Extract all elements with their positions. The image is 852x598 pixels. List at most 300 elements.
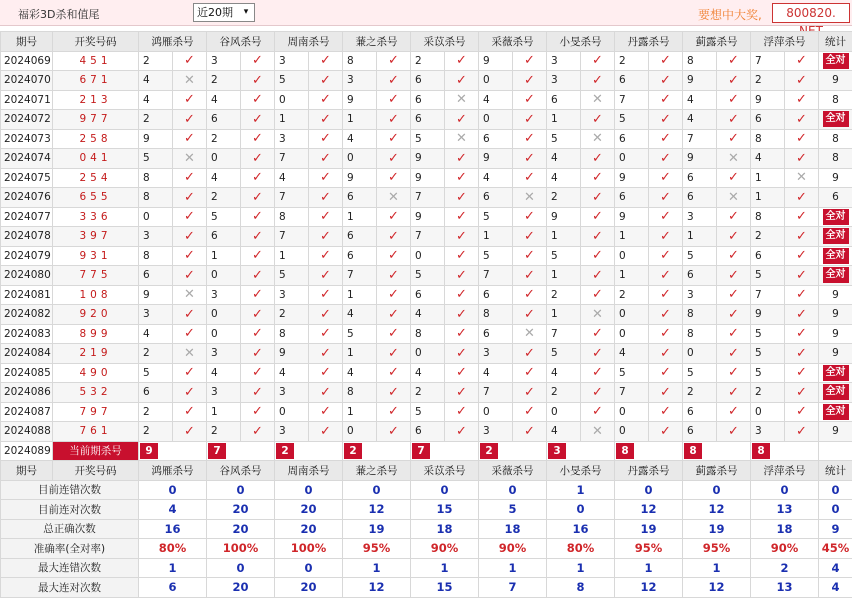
kill-value-cell: 8 xyxy=(275,207,309,227)
kill-value-cell: 5 xyxy=(275,71,309,91)
kill-value-cell: 8 xyxy=(343,51,377,71)
check-icon: ✓ xyxy=(785,344,819,364)
header2-col-0: 期号 xyxy=(1,461,53,481)
check-icon: ✓ xyxy=(445,149,479,169)
check-icon: ✓ xyxy=(513,227,547,247)
stat-cell: 9 xyxy=(819,285,852,305)
kill-value-cell: 6 xyxy=(411,110,445,130)
header-col-9: 丹露杀号 xyxy=(615,32,683,52)
check-icon: ✓ xyxy=(717,363,751,383)
check-icon: ✓ xyxy=(241,207,275,227)
check-icon: ✓ xyxy=(173,402,207,422)
issue-cell: 2024081 xyxy=(1,285,53,305)
draw-number-cell: 490 xyxy=(53,363,139,383)
issue-cell: 2024076 xyxy=(1,188,53,208)
kill-value-cell: 6 xyxy=(751,246,785,266)
stat-cell: 6 xyxy=(819,188,852,208)
check-icon: ✓ xyxy=(377,110,411,130)
kill-value-cell: 5 xyxy=(411,266,445,286)
kill-value-cell: 1 xyxy=(275,246,309,266)
issue-cell: 2024087 xyxy=(1,402,53,422)
check-icon: ✓ xyxy=(241,402,275,422)
stats-value: 12 xyxy=(615,578,683,598)
kill-value-cell: 8 xyxy=(683,51,717,71)
stats-value: 0 xyxy=(139,480,207,500)
check-icon: ✓ xyxy=(173,207,207,227)
kill-value-cell: 2 xyxy=(615,285,649,305)
stats-value: 13 xyxy=(751,578,819,598)
check-icon: ✓ xyxy=(445,246,479,266)
kill-value-cell: 2 xyxy=(411,51,445,71)
header2-col-7: 采薇杀号 xyxy=(479,461,547,481)
stats-value: 16 xyxy=(547,519,615,539)
check-icon: ✓ xyxy=(241,344,275,364)
stats-value: 0 xyxy=(751,480,819,500)
kill-value-cell: 5 xyxy=(751,363,785,383)
kill-value-cell: 1 xyxy=(683,227,717,247)
cross-icon: ✕ xyxy=(445,90,479,110)
kill-value-cell: 8 xyxy=(683,305,717,325)
issue-cell: 2024083 xyxy=(1,324,53,344)
all-correct-badge: 全对 xyxy=(823,111,849,127)
issue-cell: 2024071 xyxy=(1,90,53,110)
kill-value-cell: 2 xyxy=(207,422,241,442)
cross-icon: ✕ xyxy=(173,285,207,305)
cross-icon: ✕ xyxy=(581,305,615,325)
kill-value-cell: 1 xyxy=(343,402,377,422)
stat-cell: 9 xyxy=(819,324,852,344)
kill-value-cell: 1 xyxy=(547,110,581,130)
table-row xyxy=(1,207,852,227)
header2-col-1: 开奖号码 xyxy=(53,461,139,481)
current-label: 当前期杀号 xyxy=(53,441,139,461)
stats-value: 18 xyxy=(751,519,819,539)
table-row xyxy=(1,402,852,422)
kill-value-cell: 1 xyxy=(343,285,377,305)
kill-value-cell: 4 xyxy=(139,90,173,110)
kill-value-cell: 0 xyxy=(615,149,649,169)
kill-value-cell: 4 xyxy=(547,149,581,169)
kill-value-cell: 5 xyxy=(139,149,173,169)
cross-icon: ✕ xyxy=(445,129,479,149)
kill-value-cell: 0 xyxy=(411,246,445,266)
stat-cell xyxy=(819,51,852,71)
stat-cell xyxy=(819,246,852,266)
check-icon: ✓ xyxy=(785,90,819,110)
kill-value-cell: 9 xyxy=(751,305,785,325)
kill-value-cell: 6 xyxy=(207,110,241,130)
check-icon: ✓ xyxy=(377,168,411,188)
check-icon: ✓ xyxy=(581,402,615,422)
check-icon: ✓ xyxy=(513,266,547,286)
check-icon: ✓ xyxy=(717,305,751,325)
stats-value: 16 xyxy=(139,519,207,539)
draw-number-cell: 761 xyxy=(53,422,139,442)
check-icon: ✓ xyxy=(377,71,411,91)
draw-number-cell: 671 xyxy=(53,71,139,91)
check-icon: ✓ xyxy=(173,363,207,383)
check-icon: ✓ xyxy=(241,324,275,344)
stat-cell: 8 xyxy=(819,90,852,110)
check-icon: ✓ xyxy=(717,110,751,130)
check-icon: ✓ xyxy=(377,285,411,305)
draw-number-cell: 336 xyxy=(53,207,139,227)
check-icon: ✓ xyxy=(309,207,343,227)
issue-cell: 2024078 xyxy=(1,227,53,247)
kill-value-cell: 8 xyxy=(479,305,513,325)
check-icon: ✓ xyxy=(513,51,547,71)
prediction-badge: 2 xyxy=(344,443,362,459)
check-icon: ✓ xyxy=(241,188,275,208)
draw-number-cell: 977 xyxy=(53,110,139,130)
stats-row xyxy=(1,480,852,500)
kill-value-cell: 4 xyxy=(411,305,445,325)
check-icon: ✓ xyxy=(649,110,683,130)
prediction-badge: 9 xyxy=(140,443,158,459)
check-icon: ✓ xyxy=(309,266,343,286)
cross-icon: ✕ xyxy=(173,71,207,91)
kill-value-cell: 5 xyxy=(615,363,649,383)
kill-value-cell: 2 xyxy=(139,344,173,364)
check-icon: ✓ xyxy=(717,227,751,247)
issue-cell: 2024077 xyxy=(1,207,53,227)
kill-value-cell: 6 xyxy=(139,266,173,286)
stats-value: 4 xyxy=(819,578,852,598)
stats-value: 12 xyxy=(343,578,411,598)
kill-value-cell: 1 xyxy=(615,266,649,286)
header2-col-6: 采苡杀号 xyxy=(411,461,479,481)
check-icon: ✓ xyxy=(513,402,547,422)
kill-value-cell: 6 xyxy=(479,188,513,208)
period-select[interactable] xyxy=(193,3,255,22)
kill-value-cell: 9 xyxy=(411,168,445,188)
check-icon: ✓ xyxy=(377,344,411,364)
header-col-1: 开奖号码 xyxy=(53,32,139,52)
stats-value: 1 xyxy=(411,558,479,578)
check-icon: ✓ xyxy=(377,227,411,247)
kill-value-cell: 3 xyxy=(207,344,241,364)
table-row xyxy=(1,168,852,188)
prediction-badge: 7 xyxy=(208,443,226,459)
check-icon: ✓ xyxy=(717,246,751,266)
stats-value: 0 xyxy=(343,480,411,500)
check-icon: ✓ xyxy=(649,383,683,403)
kill-value-cell: 0 xyxy=(615,422,649,442)
issue-cell: 2024080 xyxy=(1,266,53,286)
header2-col-10: 蓟露杀号 xyxy=(683,461,751,481)
check-icon: ✓ xyxy=(649,266,683,286)
check-icon: ✓ xyxy=(173,422,207,442)
stats-value: 0 xyxy=(479,480,547,500)
kill-value-cell: 0 xyxy=(479,71,513,91)
prediction-badge: 3 xyxy=(548,443,566,459)
stats-value: 12 xyxy=(683,578,751,598)
check-icon: ✓ xyxy=(649,227,683,247)
draw-number-cell: 775 xyxy=(53,266,139,286)
stats-label: 目前连对次数 xyxy=(1,500,139,520)
kill-value-cell: 7 xyxy=(275,227,309,247)
check-icon: ✓ xyxy=(173,110,207,130)
stats-value: 0 xyxy=(819,480,852,500)
check-icon: ✓ xyxy=(649,207,683,227)
table-row xyxy=(1,188,852,208)
kill-value-cell: 2 xyxy=(139,422,173,442)
kill-value-cell: 9 xyxy=(683,149,717,169)
table-row xyxy=(1,305,852,325)
kill-value-cell: 9 xyxy=(411,149,445,169)
header-row-2 xyxy=(1,461,852,481)
draw-number-cell: 108 xyxy=(53,285,139,305)
kill-value-cell: 6 xyxy=(343,188,377,208)
check-icon: ✓ xyxy=(649,188,683,208)
stats-label: 最大连对次数 xyxy=(1,578,139,598)
header-row xyxy=(1,32,852,52)
cross-icon: ✕ xyxy=(717,149,751,169)
check-icon: ✓ xyxy=(717,207,751,227)
kill-value-cell: 2 xyxy=(207,188,241,208)
kill-value-cell: 3 xyxy=(683,207,717,227)
kill-value-cell: 7 xyxy=(479,383,513,403)
kill-value-cell: 8 xyxy=(139,168,173,188)
check-icon: ✓ xyxy=(309,188,343,208)
prediction-cell xyxy=(343,441,411,461)
kill-value-cell: 7 xyxy=(751,285,785,305)
kill-value-cell: 3 xyxy=(479,344,513,364)
kill-value-cell: 6 xyxy=(411,90,445,110)
stat-cell xyxy=(819,227,852,247)
header-col-4: 周南杀号 xyxy=(275,32,343,52)
stat-cell xyxy=(819,266,852,286)
stats-label: 目前连错次数 xyxy=(1,480,139,500)
check-icon: ✓ xyxy=(649,129,683,149)
stats-value: 0 xyxy=(411,480,479,500)
kill-value-cell: 0 xyxy=(547,402,581,422)
kill-value-cell: 6 xyxy=(615,188,649,208)
kill-value-cell: 1 xyxy=(751,188,785,208)
cross-icon: ✕ xyxy=(581,90,615,110)
table-row xyxy=(1,246,852,266)
check-icon: ✓ xyxy=(581,188,615,208)
check-icon: ✓ xyxy=(513,149,547,169)
stats-value: 90% xyxy=(751,539,819,559)
check-icon: ✓ xyxy=(785,51,819,71)
kill-value-cell: 1 xyxy=(615,227,649,247)
check-icon: ✓ xyxy=(241,71,275,91)
kill-value-cell: 6 xyxy=(615,71,649,91)
kill-value-cell: 9 xyxy=(139,285,173,305)
check-icon: ✓ xyxy=(173,188,207,208)
check-icon: ✓ xyxy=(377,149,411,169)
stats-value: 0 xyxy=(275,558,343,578)
stats-row xyxy=(1,539,852,559)
stats-value: 15 xyxy=(411,578,479,598)
stats-value: 19 xyxy=(683,519,751,539)
issue-cell: 2024086 xyxy=(1,383,53,403)
check-icon: ✓ xyxy=(241,51,275,71)
check-icon: ✓ xyxy=(309,305,343,325)
kill-value-cell: 6 xyxy=(411,285,445,305)
kill-value-cell: 9 xyxy=(615,168,649,188)
stats-value: 1 xyxy=(547,558,615,578)
stats-value: 5 xyxy=(479,500,547,520)
check-icon: ✓ xyxy=(445,71,479,91)
kill-value-cell: 7 xyxy=(615,90,649,110)
header-col-7: 采薇杀号 xyxy=(479,32,547,52)
check-icon: ✓ xyxy=(513,71,547,91)
stats-value: 9 xyxy=(819,519,852,539)
stats-value: 1 xyxy=(615,558,683,578)
kill-value-cell: 3 xyxy=(139,305,173,325)
kill-value-cell: 0 xyxy=(479,402,513,422)
check-icon: ✓ xyxy=(445,402,479,422)
issue-cell: 2024082 xyxy=(1,305,53,325)
draw-number-cell: 254 xyxy=(53,168,139,188)
check-icon: ✓ xyxy=(581,324,615,344)
check-icon: ✓ xyxy=(785,149,819,169)
kill-value-cell: 4 xyxy=(207,168,241,188)
issue-cell: 2024075 xyxy=(1,168,53,188)
check-icon: ✓ xyxy=(173,168,207,188)
kill-value-cell: 4 xyxy=(547,168,581,188)
check-icon: ✓ xyxy=(513,90,547,110)
check-icon: ✓ xyxy=(581,227,615,247)
stats-value: 0 xyxy=(683,480,751,500)
header-col-10: 蓟露杀号 xyxy=(683,32,751,52)
check-icon: ✓ xyxy=(173,51,207,71)
check-icon: ✓ xyxy=(649,246,683,266)
check-icon: ✓ xyxy=(173,129,207,149)
check-icon: ✓ xyxy=(173,324,207,344)
kill-value-cell: 2 xyxy=(547,188,581,208)
kill-value-cell: 5 xyxy=(275,266,309,286)
check-icon: ✓ xyxy=(445,266,479,286)
check-icon: ✓ xyxy=(649,363,683,383)
check-icon: ✓ xyxy=(785,383,819,403)
check-icon: ✓ xyxy=(377,129,411,149)
kill-value-cell: 4 xyxy=(207,363,241,383)
check-icon: ✓ xyxy=(649,324,683,344)
check-icon: ✓ xyxy=(785,71,819,91)
stats-value: 90% xyxy=(411,539,479,559)
draw-number-cell: 797 xyxy=(53,402,139,422)
draw-number-cell: 655 xyxy=(53,188,139,208)
kill-value-cell: 5 xyxy=(479,246,513,266)
check-icon: ✓ xyxy=(173,227,207,247)
kill-value-cell: 0 xyxy=(683,344,717,364)
kill-value-cell: 3 xyxy=(479,422,513,442)
check-icon: ✓ xyxy=(513,168,547,188)
check-icon: ✓ xyxy=(717,402,751,422)
check-icon: ✓ xyxy=(309,402,343,422)
issue-cell: 2024088 xyxy=(1,422,53,442)
stat-cell: 9 xyxy=(819,305,852,325)
kill-value-cell: 3 xyxy=(275,285,309,305)
stats-value: 20 xyxy=(275,519,343,539)
site-link[interactable]: 800820. xyxy=(772,3,850,23)
kill-value-cell: 9 xyxy=(411,207,445,227)
check-icon: ✓ xyxy=(717,285,751,305)
check-icon: ✓ xyxy=(581,110,615,130)
check-icon: ✓ xyxy=(717,71,751,91)
check-icon: ✓ xyxy=(581,71,615,91)
kill-value-cell: 7 xyxy=(411,227,445,247)
check-icon: ✓ xyxy=(241,149,275,169)
check-icon: ✓ xyxy=(445,363,479,383)
check-icon: ✓ xyxy=(785,110,819,130)
issue-cell: 2024074 xyxy=(1,149,53,169)
check-icon: ✓ xyxy=(649,344,683,364)
check-icon: ✓ xyxy=(581,168,615,188)
kill-value-cell: 0 xyxy=(139,207,173,227)
check-icon: ✓ xyxy=(309,363,343,383)
stats-value: 95% xyxy=(343,539,411,559)
check-icon: ✓ xyxy=(309,90,343,110)
stats-row xyxy=(1,578,852,598)
check-icon: ✓ xyxy=(309,324,343,344)
kill-value-cell: 4 xyxy=(411,363,445,383)
header-col-8: 小旻杀号 xyxy=(547,32,615,52)
check-icon: ✓ xyxy=(785,129,819,149)
kill-value-cell: 6 xyxy=(683,266,717,286)
check-icon: ✓ xyxy=(309,344,343,364)
stats-value: 0 xyxy=(207,480,275,500)
header2-col-12: 统计 xyxy=(819,461,852,481)
kill-value-cell: 0 xyxy=(343,422,377,442)
check-icon: ✓ xyxy=(717,383,751,403)
kill-value-cell: 4 xyxy=(615,344,649,364)
header2-col-2: 鸿雁杀号 xyxy=(139,461,207,481)
cross-icon: ✕ xyxy=(717,188,751,208)
table-row xyxy=(1,51,852,71)
kill-value-cell: 1 xyxy=(343,110,377,130)
check-icon: ✓ xyxy=(445,285,479,305)
check-icon: ✓ xyxy=(241,110,275,130)
draw-number-cell: 931 xyxy=(53,246,139,266)
kill-value-cell: 3 xyxy=(343,71,377,91)
table-row xyxy=(1,71,852,91)
header-col-6: 采苡杀号 xyxy=(411,32,479,52)
stats-value: 80% xyxy=(547,539,615,559)
kill-value-cell: 5 xyxy=(411,402,445,422)
check-icon: ✓ xyxy=(173,266,207,286)
kill-value-cell: 0 xyxy=(615,246,649,266)
prediction-cell xyxy=(411,441,479,461)
kill-value-cell: 6 xyxy=(615,129,649,149)
kill-value-cell: 3 xyxy=(207,51,241,71)
stats-value: 19 xyxy=(615,519,683,539)
table-row xyxy=(1,324,852,344)
kill-value-cell: 1 xyxy=(479,227,513,247)
cross-icon: ✕ xyxy=(513,324,547,344)
check-icon: ✓ xyxy=(377,90,411,110)
check-icon: ✓ xyxy=(241,168,275,188)
stat-cell xyxy=(819,441,852,461)
kill-value-cell: 1 xyxy=(547,227,581,247)
check-icon: ✓ xyxy=(581,344,615,364)
prediction-cell xyxy=(275,441,343,461)
kill-value-cell: 6 xyxy=(411,422,445,442)
kill-value-cell: 1 xyxy=(343,344,377,364)
stats-value: 100% xyxy=(207,539,275,559)
kill-value-cell: 7 xyxy=(479,266,513,286)
kill-value-cell: 6 xyxy=(479,324,513,344)
stats-value: 0 xyxy=(819,500,852,520)
prediction-cell xyxy=(547,441,615,461)
check-icon: ✓ xyxy=(377,246,411,266)
draw-number-cell: 920 xyxy=(53,305,139,325)
check-icon: ✓ xyxy=(785,188,819,208)
kill-value-cell: 6 xyxy=(683,422,717,442)
